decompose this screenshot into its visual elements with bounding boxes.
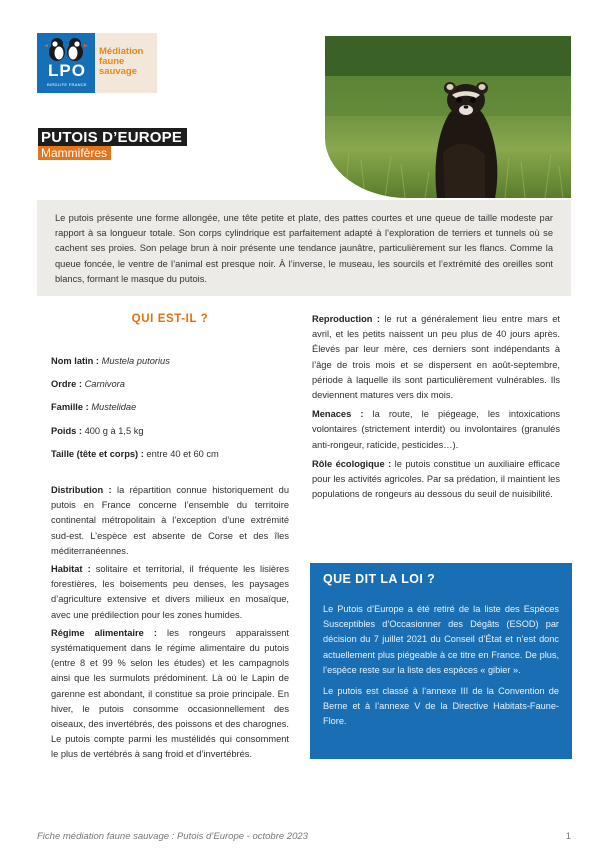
polecat-illustration bbox=[325, 36, 571, 198]
paragraph-text: la répartition connue historiquement du putois en France concerne l’ensemble du territoire continental métropolitain à l’exception d’une extrémité sud-est. L’espèce est absente de Corse et des îles méditerranéennes. bbox=[51, 485, 289, 556]
right-column bbox=[312, 312, 560, 506]
paragraph-text: les rongeurs apparaissent systématiquement dans le régime alimentaire du putois (entre 8 et 99 % selon les études) et les campagnols ainsi que les surmulots prédominent. Là où le Lapin de garenne est abondant, il constitue sa proie principale. En hiver, le putois consomme occasionnellement des oiseaux, des invertébrés, des poissons et des charognes. Le putois compte parmi les mustélidés qui consomment le plus de vertébrés à sang froid et d’invertébrés. bbox=[51, 627, 290, 760]
fact-taille bbox=[51, 447, 289, 462]
paragraph-role-ecologique bbox=[312, 457, 560, 503]
logo-subtext: BIRDLIFE FRANCE bbox=[46, 82, 88, 87]
logo-tagline-line: sauvage bbox=[99, 66, 138, 77]
page-footer bbox=[37, 831, 571, 842]
logo-tagline-line: Médiation bbox=[99, 46, 144, 57]
fact-nom-latin bbox=[51, 354, 289, 369]
paragraph-label: Habitat : bbox=[51, 564, 91, 575]
paragraph-habitat bbox=[51, 562, 289, 623]
fact-label: Poids : bbox=[51, 425, 82, 436]
paragraph-regime bbox=[51, 626, 289, 763]
fact-label: Ordre : bbox=[51, 379, 82, 390]
paragraph-label: Menaces : bbox=[312, 409, 364, 420]
intro-box: Le putois présente une forme allongée, une tête petite et plate, des pattes courtes et une queue de taille modeste par rapport à sa longueur totale. Son corps cylindrique est parfaitement adapté à l’exploration de terriers et tunnels où se cachent ses proies. Son pelage brun à noir présente une tendance jaunâtre, particulièrement sur les flancs. Comme la queue foncée, le ventre de l’animal est presque noir. À l’inverse, le museau, les sourcils et l’extrémité des oreilles sont blancs, formant le masque du putois. bbox=[37, 200, 571, 296]
page-title: PUTOIS D’EUROPE bbox=[38, 128, 187, 146]
page-number: 1 bbox=[565, 831, 571, 842]
fact-label: Nom latin : bbox=[51, 356, 100, 366]
fact-label: Famille : bbox=[51, 402, 89, 413]
logo-tagline bbox=[99, 47, 155, 77]
lpo-logo bbox=[37, 33, 157, 93]
facts-list bbox=[51, 354, 289, 462]
law-box bbox=[310, 563, 572, 759]
fact-poids bbox=[51, 424, 289, 439]
law-paragraph: Le putois est classé à l’annexe III de la Convention de Berne et à l’annexe V de la Directive Habitats-Faune-Flore. bbox=[323, 686, 559, 727]
law-paragraph: Le Putois d’Europe a été retiré de la liste des Espèces Susceptibles d’Occasionner des Dégâts (ESOD) par décision du 7 juillet 2021 du Conseil d’État et n’est donc actuellement plus piégeable à ce titre en France. De plus, l’espèce reste sur la liste des espèces « gibier ». bbox=[323, 604, 559, 675]
polecat-photo bbox=[325, 36, 571, 198]
fact-ordre bbox=[51, 377, 289, 392]
fact-value: Mustelidae bbox=[91, 402, 137, 413]
logo-mark bbox=[37, 33, 95, 93]
fact-value: Carnivora bbox=[84, 379, 125, 390]
fact-famille bbox=[51, 400, 289, 415]
left-column bbox=[51, 312, 289, 766]
paragraph-text: la route, le piégeage, les intoxications volontaires (strictement interdit) ou involontaires (granulés anti-rongeur, raticide, pesticides…). bbox=[312, 409, 560, 450]
paragraph-menaces bbox=[312, 407, 560, 453]
logo-lpo-text: LPO bbox=[48, 61, 86, 80]
footer-text: Fiche médiation faune sauvage : Putois d’Europe - octobre 2023 bbox=[37, 831, 308, 842]
puffin-birds-icon bbox=[43, 36, 89, 62]
fact-label: Taille (tête et corps) : bbox=[51, 448, 144, 459]
fact-value: entre 40 et 60 cm bbox=[146, 448, 219, 459]
paragraph-reproduction bbox=[312, 312, 560, 403]
paragraph-text: le rut a généralement lieu entre mars et avril, et les petits naissent un peu plus de 40 jours après. Élevés par leur mère, ces derniers sont indépendants à l’âge de trois mois et se dispersent en août-septembre, période à laquelle ils sont particulièrement vulnérables. Ils deviennent matures vers dix mois. bbox=[312, 314, 560, 401]
paragraph-text: le putois constitue un auxiliaire efficace pour les activités agricoles. Par sa prédation, il maintient les populations de rongeurs au dessous du seuil de nuisibilité. bbox=[312, 458, 561, 500]
page-subtitle: Mammifères bbox=[38, 146, 111, 160]
logo-tagline-line: faune bbox=[99, 56, 125, 67]
paragraph-label: Distribution : bbox=[51, 485, 112, 496]
paragraph-distribution bbox=[51, 483, 289, 559]
paragraph-label: Rôle écologique : bbox=[312, 458, 392, 469]
fact-value: 400 g à 1,5 kg bbox=[84, 425, 144, 436]
fact-value: Mustela putorius bbox=[101, 356, 170, 366]
law-heading: QUE DIT LA LOI ? bbox=[323, 572, 436, 586]
section-heading-qui-est-il: QUI EST-IL ? bbox=[131, 313, 209, 325]
paragraph-label: Reproduction : bbox=[312, 314, 380, 324]
paragraph-label: Régime alimentaire : bbox=[51, 627, 157, 638]
paragraph-text: solitaire et territorial, il fréquente les lisières forestières, les boisements peu denses, les paysages d’agriculture extensive et divers milieux en mosaïque, avec une prédilection pour les zones humides. bbox=[51, 564, 289, 620]
